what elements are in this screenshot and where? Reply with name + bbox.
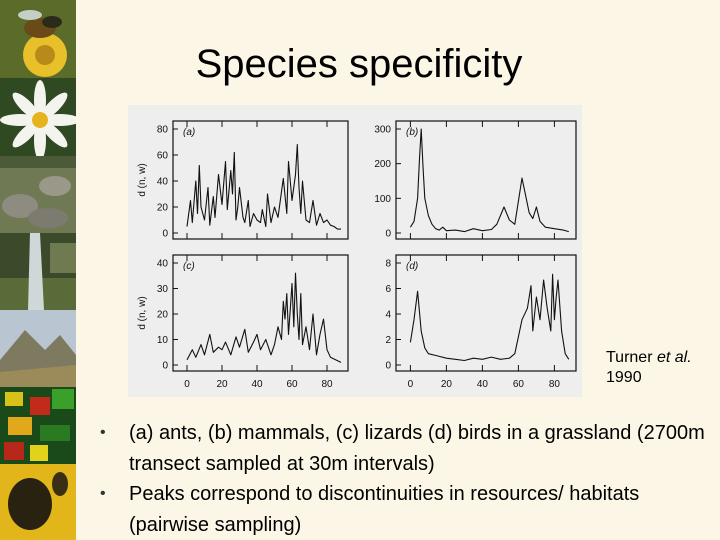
rocky-hillside-image	[0, 156, 76, 233]
y-tick-label: 20	[156, 202, 168, 214]
satellite-map-image	[0, 387, 76, 464]
y-axis-label: d (n, w)	[137, 163, 148, 197]
x-tick-label: 60	[512, 379, 524, 390]
y-axis-label: d (n, w)	[137, 296, 148, 330]
figure-panel	[128, 105, 582, 397]
slide-title: Species specificity	[195, 42, 523, 86]
y-tick-label: 2	[385, 335, 391, 346]
y-tick-label: 0	[162, 228, 168, 240]
x-tick-label: 0	[407, 379, 414, 390]
x-tick-label: 60	[286, 379, 298, 390]
y-tick-label: 0	[162, 360, 168, 372]
y-tick-label: 6	[385, 284, 391, 295]
y-tick-label: 300	[374, 124, 391, 136]
y-tick-label: 80	[156, 124, 168, 136]
y-tick-label: 0	[385, 360, 391, 372]
y-tick-label: 4	[385, 309, 391, 321]
panel-frame	[173, 255, 348, 371]
y-tick-label: 20	[156, 309, 168, 321]
series-line	[410, 274, 568, 360]
bullet-item	[100, 479, 710, 540]
series-line	[187, 273, 341, 362]
bee-on-flower-image	[0, 0, 76, 78]
panel-label: (d)	[406, 261, 419, 272]
x-tick-label: 40	[251, 379, 263, 390]
y-tick-label: 0	[385, 228, 391, 240]
x-tick-label: 20	[216, 379, 228, 390]
panel-label: (a)	[183, 127, 196, 138]
bullet-icon: •	[100, 424, 106, 441]
bullet-list	[100, 418, 710, 540]
yellow-silhouette-image	[0, 464, 76, 540]
x-tick-label: 0	[184, 379, 190, 390]
bullet-text: (a) ants, (b) mammals, (c) lizards (d) birds in a grassland (2700m transect sampled at 30m intervals)	[129, 422, 705, 475]
y-tick-label: 200	[374, 159, 391, 171]
panel-frame	[396, 121, 576, 239]
decorative-photo-strip	[0, 0, 76, 540]
y-tick-label: 100	[374, 193, 391, 205]
bullet-item	[100, 418, 710, 479]
x-tick-label: 80	[548, 379, 560, 390]
y-tick-label: 40	[156, 176, 168, 188]
mountain-landscape-image	[0, 310, 76, 387]
x-tick-label: 20	[440, 379, 452, 390]
y-tick-label: 60	[156, 150, 168, 162]
x-tick-label: 80	[321, 379, 333, 390]
panel-label: (b)	[406, 127, 419, 138]
series-line	[187, 145, 341, 230]
panel-label: (c)	[183, 261, 195, 272]
waterfall-image	[0, 233, 76, 310]
panel-frame	[396, 255, 576, 371]
x-tick-label: 40	[476, 379, 488, 390]
series-line	[410, 129, 568, 232]
y-tick-label: 30	[156, 284, 168, 295]
bullet-text: Peaks correspond to discontinuities in resources/ habitats (pairwise sampling)	[129, 483, 640, 536]
daisy-flower-image	[0, 78, 76, 156]
y-tick-label: 40	[156, 258, 168, 270]
citation-author: Turner	[606, 349, 653, 366]
citation-et-al: et al.	[656, 349, 692, 366]
citation-year: 1990	[606, 369, 642, 386]
y-tick-label: 10	[156, 335, 168, 346]
four-panel-chart	[128, 105, 582, 397]
citation	[606, 348, 692, 388]
bullet-icon: •	[100, 485, 106, 502]
y-tick-label: 8	[385, 258, 391, 270]
